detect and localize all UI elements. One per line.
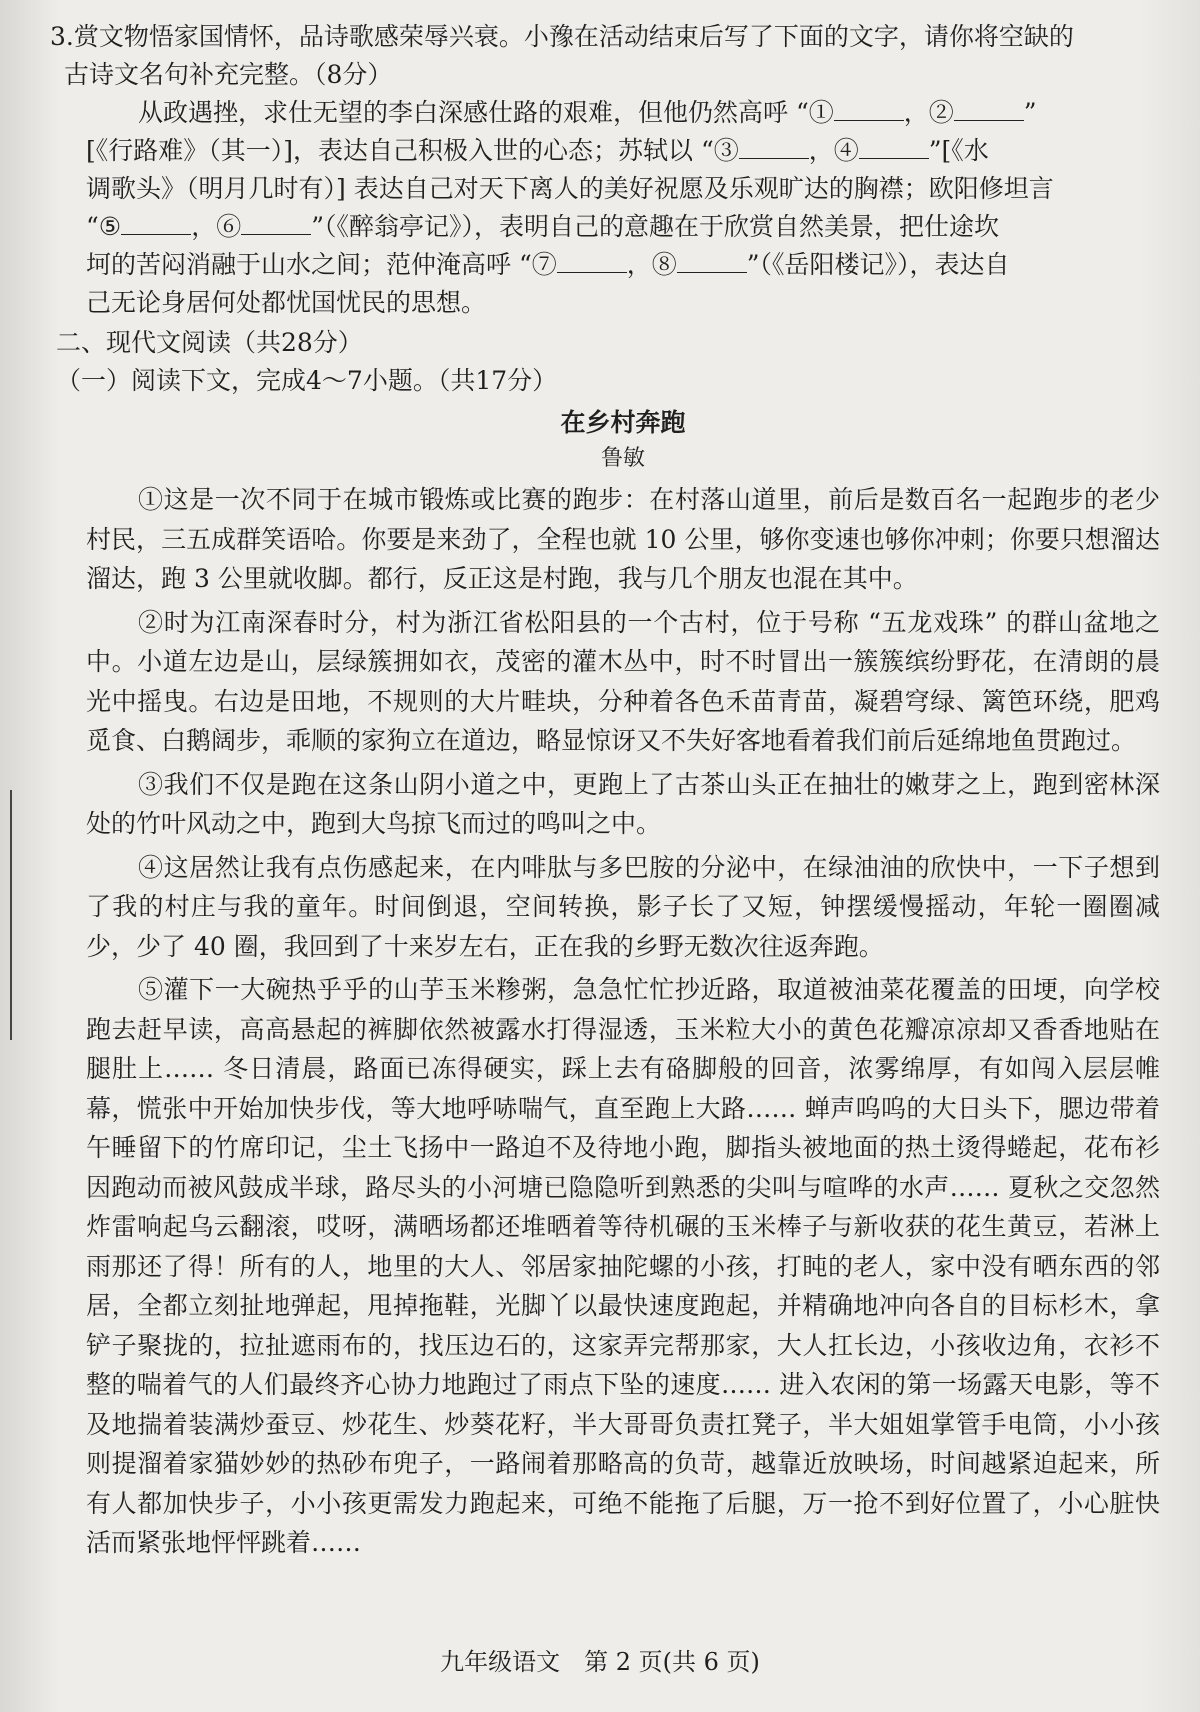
binding-edge-line [10,790,12,1040]
question-3-text-segment: ，⑧ [626,250,677,279]
answer-blank [677,252,747,273]
reading-article [86,404,1160,1563]
section-2-subheading: （一）阅读下文，完成4～7小题。（共17分） [56,366,558,395]
question-3-text-segment: ，④ [808,136,859,165]
question-3-text-segment: ，⑥ [191,212,242,241]
question-3-text-segment: ”（《岳阳楼记》），表达自 [746,250,1010,279]
answer-blank [954,100,1024,121]
question-3-text-line [86,284,1160,322]
article-paragraph-1: ①这是一次不同于在城市锻炼或比赛的跑步：在村落山道里，前后是数百名一起跑步的老少村民，三五成群笑语哈。你要是来劲了，全程也就 10 公里，够你变速也够你冲刺；你要只想溜达溜达，跑 3 公里就收脚。都行，反正这是村跑，我与几个朋友也混在其中。 [86,485,1160,593]
question-3-text-segment: [《行路难》（其一）]，表达自己积极入世的心态；苏轼以 “③ [86,136,739,165]
question-3-text-line [86,246,1160,284]
article-paragraph-5: ⑤灌下一大碗热乎乎的山芋玉米糁粥，急急忙忙抄近路，取道被油菜花覆盖的田埂，向学校跑去赶早读，高高悬起的裤脚依然被露水打得湿透，玉米粒大小的黄色花瓣凉凉却又香香地贴在腿肚上…… 冬日清晨，路面已冻得硬实，踩上去有硌脚般的回音，浓雾绵厚，有如闯入层层帷幕，慌张中开始加快步伐，等大地呼哧喘气，直至跑上大路…… 蝉声呜呜的大日头下，腮边带着午睡留下的竹席印记，尘土飞扬中一路迫不及待地小跑，脚指头被地面的热土烫得蜷起，花布衫因跑动而被风鼓成半球，路尽头的小河塘已隐隐听到熟悉的尖叫与喧哗的水声…… 夏秋之交忽然炸雷响起乌云翻滚，哎呀，满晒场都还堆晒着等待机碾的玉米棒子与新收获的花生黄豆，若淋上雨那还了得！所有的人，地里的大人、邻居家抽陀螺的小孩，打盹的老人，家中没有晒东西的邻居，全都立刻扯地弹起，甩掉拖鞋，光脚丫以最快速度跑起，并精确地冲向各自的目标杉木，拿铲子聚拢的，拉扯遮雨布的，找压边石的，这家弄完帮那家，大人扛长边，小孩收边角，衣衫不整的喘着气的人们最终齐心协力地跑过了雨点下坠的速度…… 进入农闲的第一场露天电影，等不及地揣着装满炒蚕豆、炒花生、炒葵花籽，半大哥哥负责扛凳子，半大姐姐掌管手电筒，小小孩则提溜着家猫妙妙的热砂布兜子，一路闹着那略高的负苛，越靠近放映场，时间越紧迫起来，所有人都加快步子，小小孩更需发力跑起来，可绝不能拖了后腿，万一抢不到好位置了，小心脏快活而紧张地怦怦跳着…… [86,975,1160,1557]
answer-blank [557,252,627,273]
answer-blank [739,138,809,159]
question-3-text-line [86,170,1160,208]
answer-blank [834,100,904,121]
article-paragraph-4: ④这居然让我有点伤感起来，在内啡肽与多巴胺的分泌中，在绿油油的欣快中，一下子想到了我的村庄与我的童年。时间倒退，空间转换，影子长了又短，钟摆缓慢摇动，年轮一圈圈减少，少了 40 圈，我回到了十来岁左右，正在我的乡野无数次往返奔跑。 [86,852,1160,961]
question-3-text-segment: ，② [903,98,954,127]
question-3-text-segment: 从政遇挫，求仕无望的李白深感仕路的艰难，但他仍然高呼 “① [138,98,834,127]
question-3-fill-in-text [86,94,1160,322]
answer-blank [859,138,929,159]
question-3-text-segment: 调歌头》（明月几时有）] 表达自己对天下离人的美好祝愿及乐观旷达的胸襟；欧阳修坦言 [86,174,1054,203]
question-3-text-segment: “⑤ [86,212,122,241]
question-3-text-line [86,208,1160,246]
article-title: 在乡村奔跑 [560,408,686,437]
article-paragraph-2: ②时为江南深春时分，村为浙江省松阳县的一个古村，位于号称 “五龙戏珠” 的群山盆地之中。小道左边是山，层绿簇拥如衣，茂密的灌木丛中，时不时冒出一簇簇缤纷野花，在清朗的晨光中摇曳。右边是田地，不规则的大片畦块，分种着各色禾苗青苗，凝碧穹绿、篱笆环绕，肥鸡觅食、白鹅阔步，乖顺的家狗立在道边，略显惊讶又不失好客地看着我们前后延绵地鱼贯跑过。 [86,607,1160,755]
question-3-text-line [86,132,1160,170]
question-3-text-segment: ” [1023,98,1037,127]
page-footer: 九年级语文 第 2 页(共 6 页) [440,1648,760,1676]
question-3-text-segment: ”（《醉翁亭记》），表明自己的意趣在于欣赏自然美景，把仕途坎 [311,212,1000,241]
question-3-text-line [86,94,1160,132]
question-3 [50,18,1160,322]
section-2-heading: 二、现代文阅读（共28分） [56,328,363,357]
question-3-prompt-line2: 古诗文名句补充完整。（8分） [64,60,393,89]
question-3-prompt-line1: 3.赏文物悟家国情怀，品诗歌感荣辱兴衰。小豫在活动结束后写了下面的文字，请你将空缺的 [50,22,1074,51]
article-author: 鲁敏 [600,446,645,471]
answer-blank [241,214,311,235]
answer-blank [121,214,191,235]
question-3-text-segment: 坷的苦闷消融于山水之间；范仲淹高呼 “⑦ [86,250,557,279]
question-3-text-segment: 己无论身居何处都忧国忧民的思想。 [86,288,487,317]
article-paragraph-3: ③我们不仅是跑在这条山阴小道之中，更跑上了古茶山头正在抽壮的嫩芽之上，跑到密林深处的竹叶风动之中，跑到大鸟掠飞而过的鸣叫之中。 [86,769,1160,838]
question-3-text-segment: ”[《水 [928,136,989,165]
